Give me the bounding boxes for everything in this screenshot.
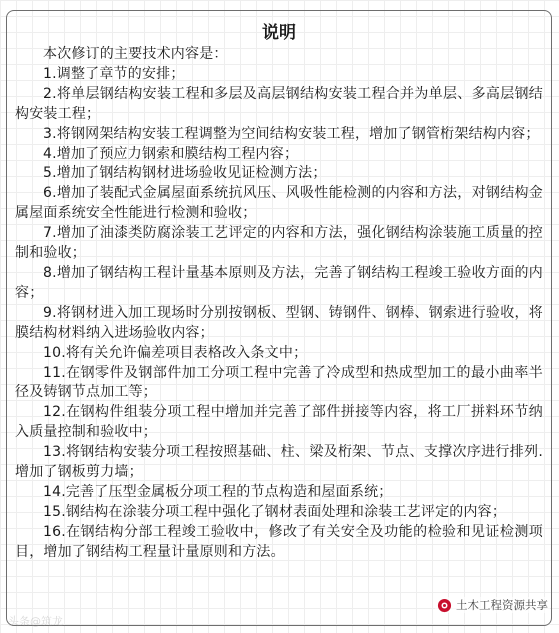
paragraph-item-7: 7.增加了油漆类防腐涂装工艺评定的内容和方法，强化钢结构涂装施工质量的控制和验收； [15, 225, 543, 262]
paragraph-intro: 本次修订的主要技术内容是： [43, 46, 228, 62]
paragraph-item-10: 10.将有关允许偏差项目表格改入条文中； [43, 344, 308, 361]
paragraph-item-9: 9.将钢材进入加工现场时分别按钢板、型钢、铸钢件、钢棒、钢索进行验收，将膜结构材料纳入进场验收内容； [15, 304, 543, 341]
paragraph-item-14: 14.完善了压型金属板分项工程的节点构造和屋面系统； [43, 483, 393, 500]
brand-text: 土木工程资源共享 [456, 598, 548, 612]
paragraph-item-6: 6.增加了装配式金属屋面系统抗风压、风吸性能检测的内容和方法，对钢结构金属屋面系统安全性能进行检测和验收； [15, 185, 543, 222]
document-panel [6, 10, 552, 626]
paragraph-item-15: 15.钢结构在涂装分项工程中强化了钢材表面处理和涂装工艺评定的内容； [43, 503, 507, 520]
paragraph-item-2: 2.将单层钢结构安装工程和多层及高层钢结构安装工程合并为单层、多高层钢结构安装工程； [15, 85, 543, 122]
brand-badge [435, 597, 550, 613]
paragraph-item-13: 13.将钢结构安装分项工程按照基础、柱、梁及桁架、节点、支撑次序进行排列.增加了钢板剪力墙； [15, 444, 543, 481]
watermark-left: 头条@筑龙 [8, 615, 63, 628]
paragraph-item-11: 11.在钢零件及钢部件加工分项工程中完善了冷成型和热成型加工的最小曲率半径及铸钢节点加工等； [15, 364, 543, 401]
paragraph-item-16: 16.在钢结构分部工程竣工验收中，修改了有关安全及功能的检验和见证检测项目，增加了钢结构工程量计量原则和方法。 [15, 523, 543, 560]
paragraph-item-1: 1.调整了章节的安排； [43, 65, 185, 82]
brand-logo-icon [437, 598, 452, 613]
paragraph-item-8: 8.增加了钢结构工程计量基本原则及方法，完善了钢结构工程竣工验收方面的内容； [15, 264, 543, 301]
paragraph-item-3: 3.将钢网架结构安装工程调整为空间结构安装工程，增加了钢管桁架结构内容； [43, 125, 540, 142]
paragraph-item-5: 5.增加了钢结构钢材进场验收见证检测方法； [43, 165, 327, 182]
paragraph-item-12: 12.在钢构件组装分项工程中增加并完善了部件拼接等内容，将工厂拼料环节纳入质量控制和验收中； [15, 404, 543, 441]
document-title: 说明 [262, 23, 296, 43]
paragraph-item-4: 4.增加了预应力钢索和膜结构工程内容； [43, 145, 299, 162]
